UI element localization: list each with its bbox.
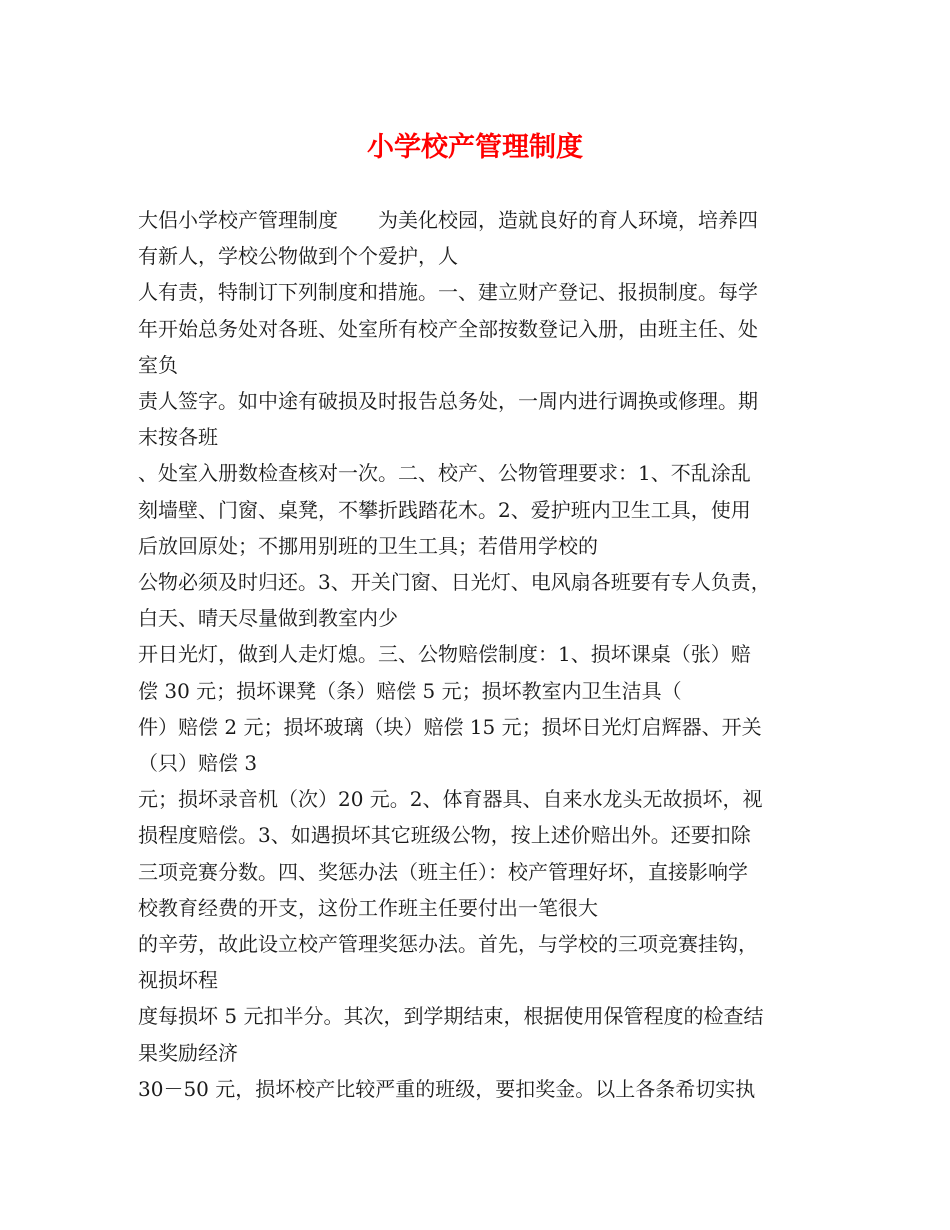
body-line: 白天、晴天尽量做到教室内少 [138, 606, 398, 631]
document-body [138, 202, 828, 1107]
body-line: 校教育经费的开支，这份工作班主任要付出一笔很大 [138, 895, 598, 920]
body-line: 公物必须及时归还。3、开关门窗、日光灯、电风扇各班要有专人负责， [138, 570, 771, 595]
body-line: 的辛劳，故此设立校产管理奖惩办法。首先，与学校的三项竞赛挂钩， [138, 932, 758, 957]
body-line: 度每损坏 5 元扣半分。其次，到学期结束，根据使用保管程度的检查结 [138, 1004, 764, 1029]
body-line: 室负 [138, 352, 178, 377]
body-line: 30－50 元，损坏校产比较严重的班级，要扣奖金。以上各条希切实执 [138, 1076, 756, 1101]
body-line: 有新人，学校公物做到个个爱护，人 [138, 244, 458, 269]
body-line: 人有责，特制订下列制度和措施。一、建立财产登记、报损制度。每学 [138, 280, 758, 305]
body-line: 大侣小学校产管理制度 为美化校园，造就良好的育人环境，培养四 [138, 208, 758, 232]
body-line: 视损坏程 [138, 968, 218, 993]
body-line: 责人签字。如中途有破损及时报告总务处，一周内进行调换或修理。期 [138, 389, 758, 414]
body-line: 、处室入册数检查核对一次。二、校产、公物管理要求：1、不乱涂乱 [138, 461, 751, 486]
body-line: （只）赔偿 3 [138, 751, 258, 776]
body-line: 三项竞赛分数。四、奖惩办法（班主任）：校产管理好坏，直接影响学 [138, 859, 748, 884]
body-line: 年开始总务处对各班、处室所有校产全部按数登记入册，由班主任、处 [138, 316, 758, 341]
body-line: 果奖励经济 [138, 1040, 238, 1065]
body-line: 末按各班 [138, 425, 218, 450]
body-line: 损程度赔偿。3、如遇损坏其它班级公物，按上述价赔出外。还要扣除 [138, 823, 751, 848]
body-line: 偿 30 元；损坏课凳（条）赔偿 5 元；损坏教室内卫生洁具（ [138, 678, 682, 703]
body-line: 后放回原处；不挪用别班的卫生工具；若借用学校的 [138, 533, 598, 558]
document-title: 小学校产管理制度 [367, 132, 583, 163]
body-line: 件）赔偿 2 元；损坏玻璃（块）赔偿 15 元；损坏日光灯启辉器、开关 [138, 714, 762, 739]
body-line: 开日光灯，做到人走灯熄。三、公物赔偿制度：1、损坏课桌（张）赔 [138, 642, 751, 667]
body-line: 元；损坏录音机（次）20 元。2、体育器具、自来水龙头无故损坏，视 [138, 787, 763, 812]
body-line: 刻墙壁、门窗、桌凳，不攀折践踏花木。2、爱护班内卫生工具，使用 [138, 497, 751, 522]
